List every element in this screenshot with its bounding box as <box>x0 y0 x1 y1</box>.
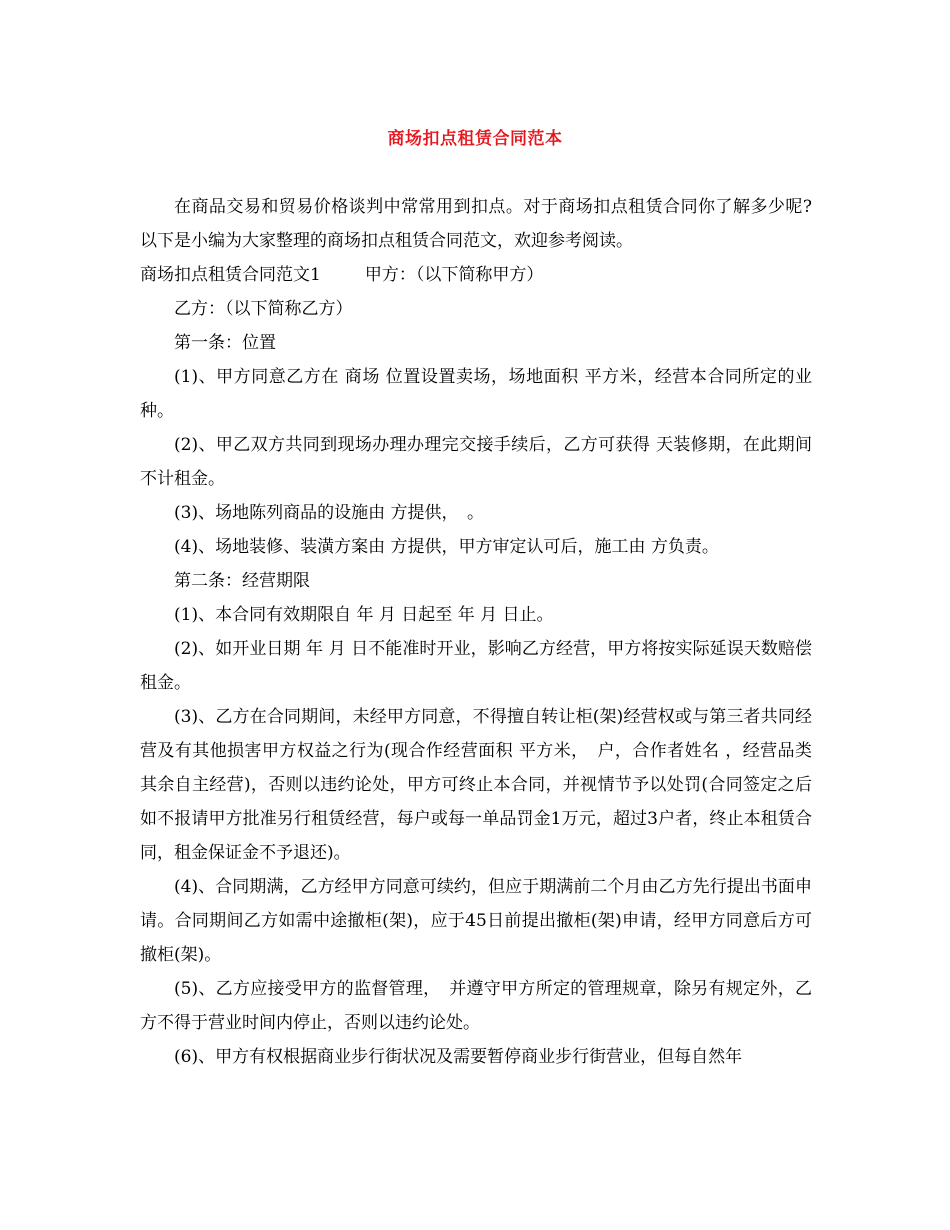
article-2-clause-6: (6)、甲方有权根据商业步行街状况及需要暂停商业步行街营业，但每自然年 <box>174 1047 743 1067</box>
article-1-clause-2: (2)、甲乙双方共同到现场办理办理完交接手续后，乙方可获得 天装修期，在此期间不计租金。 <box>140 435 812 489</box>
intro-paragraph: 在商品交易和贸易价格谈判中常常用到扣点。对于商场扣点租赁合同你了解多少呢?以下是小编为大家整理的商场扣点租赁合同范文，欢迎参考阅读。 <box>140 197 812 251</box>
party-a-line: 甲方：（以下简称甲方） <box>364 265 544 285</box>
article-1-clause-4: (4)、场地装修、装潢方案由 方提供，甲方审定认可后，施工由 方负责。 <box>174 537 719 557</box>
party-b-line: 乙方：（以下简称乙方） <box>174 299 353 319</box>
article-2-clause-1: (1)、本合同有效期限自 年 月 日起至 年 月 日止。 <box>174 605 554 625</box>
article-2-clause-5: (5)、乙方应接受甲方的监督管理， 并遵守甲方所定的管理规章，除另有规定外，乙方不得于营业时间内停止，否则以违约论处。 <box>140 979 812 1033</box>
contract-heading-line <box>140 258 812 292</box>
document-body <box>140 190 812 1074</box>
article-1-clause-3: (3)、场地陈列商品的设施由 方提供， 。 <box>174 503 484 523</box>
article-2-clause-2: (2)、如开业日期 年 月 日不能准时开业，影响乙方经营，甲方将按实际延误天数赔偿租金。 <box>140 639 812 693</box>
document-title: 商场扣点租赁合同范本 <box>387 129 563 149</box>
article-2-clause-3: (3)、乙方在合同期间，未经甲方同意，不得擅自转让柜(架)经营权或与第三者共同经营及有其他损害甲方权益之行为(现合作经营面积 平方米， 户，合作者姓名 ，经营品类 其余自主经营)，否则以违约论处，甲方可终止本合同，并视情节予以处罚(合同签定之后如不报请甲方批准另行租赁经营，每户或每一单品罚金1万元，超过3户者，终止本租赁合同，租金保证金不予退还)。 <box>140 707 812 863</box>
contract-heading: 商场扣点租赁合同范文1 <box>140 265 321 285</box>
article-2-clause-4: (4)、合同期满，乙方经甲方同意可续约，但应于期满前二个月由乙方先行提出书面申请。合同期间乙方如需中途撤柜(架)，应于45日前提出撤柜(架)申请，经甲方同意后方可撤柜(架)。 <box>140 877 812 965</box>
article-1-title: 第一条：位置 <box>174 333 276 353</box>
article-2-title: 第二条：经营期限 <box>174 571 310 591</box>
article-1-clause-1: (1)、甲方同意乙方在 商场 位置设置卖场，场地面积 平方米，经营本合同所定的业种。 <box>140 367 812 421</box>
